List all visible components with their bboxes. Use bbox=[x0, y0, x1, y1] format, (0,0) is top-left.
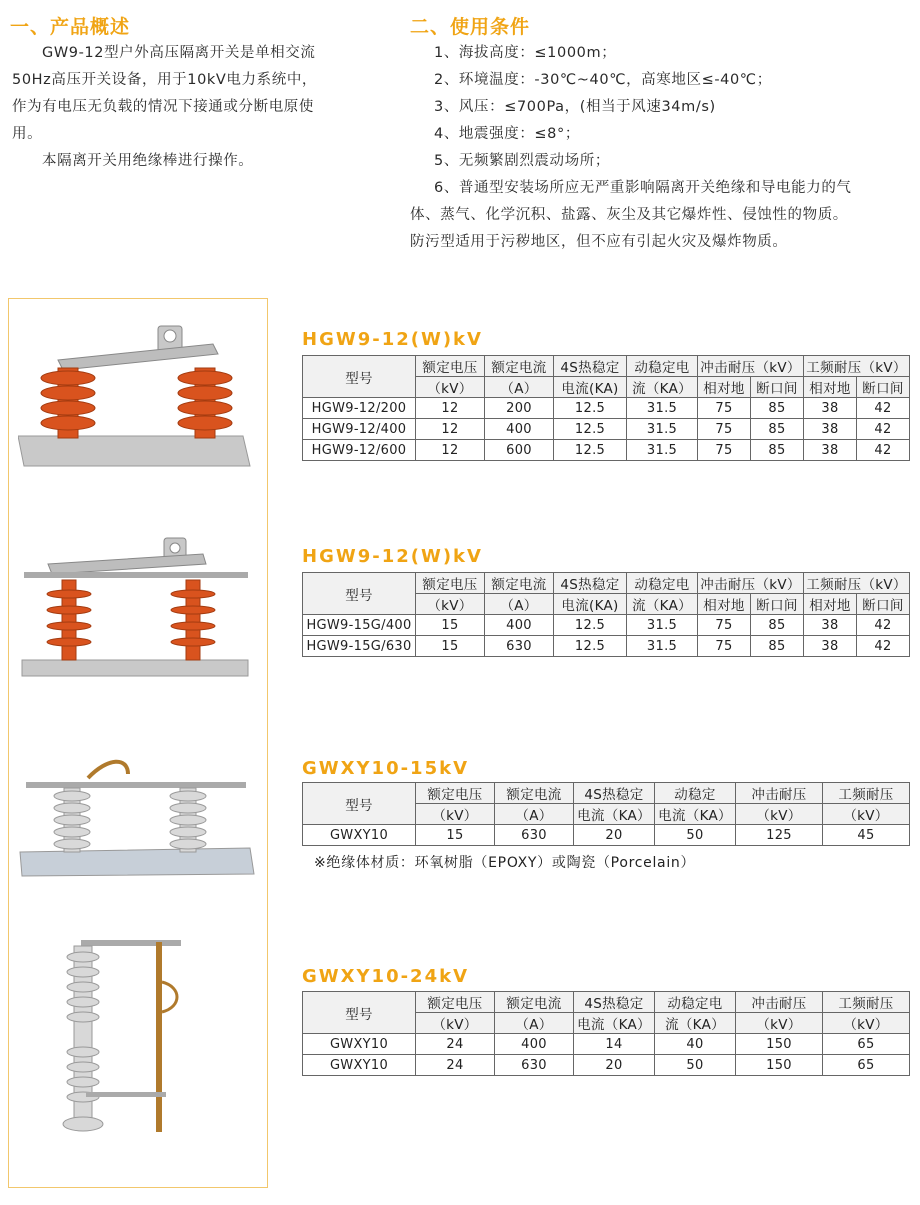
header-cell: （kV） bbox=[416, 594, 485, 615]
cell: 75 bbox=[698, 440, 751, 461]
condition-item: 1、海拔高度：≤1000m； bbox=[434, 45, 617, 61]
header-cell: （A） bbox=[495, 1013, 574, 1034]
header-cell: 额定电压 bbox=[416, 573, 485, 594]
gwxy10-24-spec-table bbox=[302, 991, 910, 1076]
cell: 12 bbox=[416, 440, 485, 461]
header-cell: 额定电流 bbox=[495, 783, 574, 804]
table-4-title: GWXY10-24kV bbox=[302, 966, 470, 987]
header-cell: 相对地 bbox=[803, 594, 856, 615]
header-cell: 额定电压 bbox=[416, 992, 495, 1013]
conditions-text bbox=[410, 40, 914, 256]
header-cell: （kV） bbox=[416, 1013, 495, 1034]
conditions-heading: 二、使用条件 bbox=[410, 16, 531, 38]
header-cell: 额定电流 bbox=[485, 356, 554, 377]
hgw9-12-spec-table bbox=[302, 355, 910, 461]
table-row bbox=[303, 825, 910, 846]
header-cell: 动稳定电 bbox=[655, 992, 736, 1013]
overview-line: 50Hz高压开关设备，用于10kV电力系统中， bbox=[12, 72, 318, 88]
cell: HGW9-12/400 bbox=[303, 419, 416, 440]
cell: 31.5 bbox=[627, 419, 698, 440]
cell: GWXY10 bbox=[303, 1055, 416, 1076]
cell: 20 bbox=[574, 825, 655, 846]
cell: 400 bbox=[495, 1034, 574, 1055]
header-cell: 冲击耐压（kV） bbox=[698, 573, 804, 594]
cell: 75 bbox=[698, 636, 751, 657]
header-cell: 型号 bbox=[303, 783, 416, 825]
cell: 12.5 bbox=[554, 615, 627, 636]
cell: 65 bbox=[823, 1055, 910, 1076]
header-cell: 动稳定 bbox=[655, 783, 736, 804]
header-cell: 工频耐压（kV） bbox=[803, 573, 909, 594]
table-row bbox=[303, 398, 910, 419]
header-cell: 流（KA） bbox=[655, 1013, 736, 1034]
cell: 200 bbox=[485, 398, 554, 419]
cell: 31.5 bbox=[627, 440, 698, 461]
header-cell: 电流（KA） bbox=[574, 804, 655, 825]
condition-item: 5、无频繁剧烈震动场所； bbox=[434, 153, 610, 169]
hgw9-15g-spec-table bbox=[302, 572, 910, 657]
hgw9-15g-product-image bbox=[18, 536, 258, 686]
cell: 400 bbox=[485, 419, 554, 440]
header-cell: 4S热稳定 bbox=[574, 992, 655, 1013]
cell: 45 bbox=[823, 825, 910, 846]
cell: 125 bbox=[736, 825, 823, 846]
cell: 630 bbox=[485, 636, 554, 657]
table-row bbox=[303, 1034, 910, 1055]
cell: 15 bbox=[416, 636, 485, 657]
header-cell: （kV） bbox=[823, 1013, 910, 1034]
cell: 400 bbox=[485, 615, 554, 636]
header-cell: （A） bbox=[495, 804, 574, 825]
cell: HGW9-15G/400 bbox=[303, 615, 416, 636]
cell: 42 bbox=[856, 440, 909, 461]
overview-line: 本隔离开关用绝缘棒进行操作。 bbox=[42, 153, 254, 169]
cell: 15 bbox=[416, 825, 495, 846]
header-cell: （kV） bbox=[736, 1013, 823, 1034]
header-cell: （kV） bbox=[823, 804, 910, 825]
hgw9-12-product-image bbox=[18, 318, 258, 478]
cell: 12.5 bbox=[554, 440, 627, 461]
overview-text bbox=[12, 40, 362, 175]
header-cell: 4S热稳定 bbox=[554, 356, 627, 377]
header-cell: （kV） bbox=[736, 804, 823, 825]
header-cell: 工频耐压（kV） bbox=[803, 356, 909, 377]
cell: 42 bbox=[856, 398, 909, 419]
cell: 12.5 bbox=[554, 636, 627, 657]
gwxy10-15-spec-table bbox=[302, 782, 910, 846]
cell: 150 bbox=[736, 1034, 823, 1055]
table-row bbox=[303, 615, 910, 636]
header-cell: 冲击耐压 bbox=[736, 783, 823, 804]
header-cell: 型号 bbox=[303, 356, 416, 398]
cell: 85 bbox=[750, 636, 803, 657]
cell: 31.5 bbox=[627, 615, 698, 636]
cell: 12 bbox=[416, 419, 485, 440]
cell: HGW9-12/200 bbox=[303, 398, 416, 419]
condition-item: 体、蒸气、化学沉积、盐露、灰尘及其它爆炸性、侵蚀性的物质。 bbox=[410, 207, 848, 223]
cell: 630 bbox=[495, 825, 574, 846]
cell: 42 bbox=[856, 636, 909, 657]
table-row bbox=[303, 636, 910, 657]
overview-line: 用。 bbox=[12, 126, 43, 142]
header-cell: 型号 bbox=[303, 573, 416, 615]
header-cell: 冲击耐压（kV） bbox=[698, 356, 804, 377]
cell: 38 bbox=[803, 398, 856, 419]
header-cell: 动稳定电 bbox=[627, 356, 698, 377]
cell: 600 bbox=[485, 440, 554, 461]
header-cell: 断口间 bbox=[750, 594, 803, 615]
header-cell: 断口间 bbox=[750, 377, 803, 398]
cell: 12.5 bbox=[554, 398, 627, 419]
header-cell: 电流(KA) bbox=[554, 377, 627, 398]
cell: 85 bbox=[750, 398, 803, 419]
condition-item: 4、地震强度：≤8°； bbox=[434, 126, 580, 142]
cell: 38 bbox=[803, 440, 856, 461]
cell: 40 bbox=[655, 1034, 736, 1055]
cell: 15 bbox=[416, 615, 485, 636]
cell: 150 bbox=[736, 1055, 823, 1076]
cell: 65 bbox=[823, 1034, 910, 1055]
gwxy10-24-product-image bbox=[36, 912, 236, 1162]
cell: 75 bbox=[698, 419, 751, 440]
cell: 85 bbox=[750, 440, 803, 461]
header-cell: （A） bbox=[485, 377, 554, 398]
condition-item: 3、风压：≤700Pa，(相当于风速34m/s) bbox=[434, 99, 716, 115]
cell: 75 bbox=[698, 615, 751, 636]
header-cell: 相对地 bbox=[698, 377, 751, 398]
header-cell: 电流（KA） bbox=[655, 804, 736, 825]
cell: HGW9-12/600 bbox=[303, 440, 416, 461]
header-cell: 冲击耐压 bbox=[736, 992, 823, 1013]
header-cell: 工频耐压 bbox=[823, 992, 910, 1013]
cell: 20 bbox=[574, 1055, 655, 1076]
header-cell: 型号 bbox=[303, 992, 416, 1034]
cell: 14 bbox=[574, 1034, 655, 1055]
header-cell: 流（KA） bbox=[627, 377, 698, 398]
header-cell: （kV） bbox=[416, 804, 495, 825]
condition-item: 防污型适用于污秽地区，但不应有引起火灾及爆炸物质。 bbox=[410, 234, 788, 250]
header-cell: 断口间 bbox=[856, 594, 909, 615]
header-cell: （kV） bbox=[416, 377, 485, 398]
cell: 85 bbox=[750, 419, 803, 440]
condition-item: 6、普通型安装场所应无严重影响隔离开关绝缘和导电能力的气 bbox=[434, 180, 852, 196]
header-cell: 相对地 bbox=[698, 594, 751, 615]
overview-heading: 一、产品概述 bbox=[10, 16, 131, 38]
cell: 50 bbox=[655, 1055, 736, 1076]
table-2-title: HGW9-12(W)kV bbox=[302, 546, 483, 567]
header-cell: 额定电压 bbox=[416, 783, 495, 804]
header-cell: 动稳定电 bbox=[627, 573, 698, 594]
overview-line: 作为有电压无负载的情况下接通或分断电原使 bbox=[12, 99, 314, 115]
header-cell: 额定电流 bbox=[485, 573, 554, 594]
cell: 12 bbox=[416, 398, 485, 419]
overview-line: GW9-12型户外高压隔离开关是单相交流 bbox=[42, 45, 316, 61]
cell: 31.5 bbox=[627, 636, 698, 657]
header-cell: 工频耐压 bbox=[823, 783, 910, 804]
cell: 50 bbox=[655, 825, 736, 846]
header-cell: （A） bbox=[485, 594, 554, 615]
cell: HGW9-15G/630 bbox=[303, 636, 416, 657]
cell: 42 bbox=[856, 615, 909, 636]
cell: 630 bbox=[495, 1055, 574, 1076]
cell: 85 bbox=[750, 615, 803, 636]
header-cell: 电流（KA） bbox=[574, 1013, 655, 1034]
cell: 38 bbox=[803, 419, 856, 440]
cell: 24 bbox=[416, 1055, 495, 1076]
cell: 24 bbox=[416, 1034, 495, 1055]
header-cell: 额定电压 bbox=[416, 356, 485, 377]
cell: 38 bbox=[803, 636, 856, 657]
table-1-title: HGW9-12(W)kV bbox=[302, 329, 483, 350]
header-cell: 电流(KA) bbox=[554, 594, 627, 615]
header-cell: 4S热稳定 bbox=[554, 573, 627, 594]
header-cell: 4S热稳定 bbox=[574, 783, 655, 804]
header-cell: 断口间 bbox=[856, 377, 909, 398]
header-cell: 流（KA） bbox=[627, 594, 698, 615]
cell: 42 bbox=[856, 419, 909, 440]
cell: GWXY10 bbox=[303, 825, 416, 846]
condition-item: 2、环境温度：-30℃~40℃，高寒地区≤-40℃； bbox=[434, 72, 772, 88]
insulator-material-note: ※绝缘体材质：环氧树脂（EPOXY）或陶瓷（Porcelain） bbox=[314, 855, 696, 871]
cell: 75 bbox=[698, 398, 751, 419]
table-row bbox=[303, 440, 910, 461]
cell: 12.5 bbox=[554, 419, 627, 440]
header-cell: 额定电流 bbox=[495, 992, 574, 1013]
gwxy10-15-product-image bbox=[18, 752, 258, 882]
table-row bbox=[303, 1055, 910, 1076]
cell: GWXY10 bbox=[303, 1034, 416, 1055]
cell: 31.5 bbox=[627, 398, 698, 419]
table-row bbox=[303, 419, 910, 440]
cell: 38 bbox=[803, 615, 856, 636]
table-3-title: GWXY10-15kV bbox=[302, 758, 470, 779]
header-cell: 相对地 bbox=[803, 377, 856, 398]
